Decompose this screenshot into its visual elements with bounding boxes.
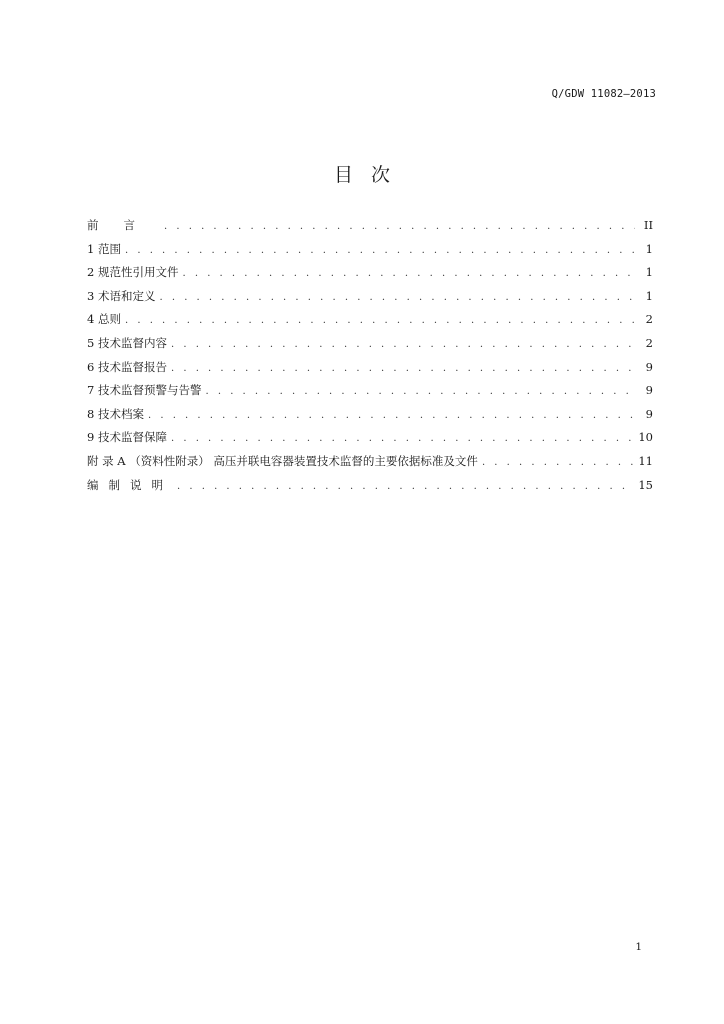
- toc-entry-warning-alarm[interactable]: [87, 382, 653, 406]
- toc-entry-page: 9: [645, 383, 653, 398]
- toc-entry-label: 附 录 A （资料性附录） 高压并联电容器装置技术监督的主要依据标准及文件: [87, 453, 478, 468]
- toc-entry-page: 9: [645, 359, 653, 374]
- toc-entry-label: 4 总则: [87, 312, 121, 327]
- toc-title: 目次: [333, 164, 408, 186]
- toc-entry-supervision-guarantee[interactable]: [87, 429, 653, 453]
- toc-leader-dots: [159, 292, 635, 303]
- toc-entry-label: 9 技术监督保障: [87, 430, 167, 445]
- toc-leader-dots: [171, 339, 635, 350]
- toc-entry-page: II: [643, 218, 653, 232]
- toc-entry-general[interactable]: [87, 311, 653, 335]
- toc-entry-label: 2 规范性引用文件: [87, 265, 179, 280]
- toc-leader-dots: [148, 410, 635, 421]
- document-code: Q/GDW 11082—2013: [551, 88, 656, 100]
- toc-leader-dots: [182, 268, 635, 279]
- toc-leader-dots: [164, 221, 635, 232]
- toc-entry-normative-references[interactable]: [87, 264, 653, 288]
- toc-entry-label: 5 技术监督内容: [87, 335, 167, 350]
- toc-entry-label: 3 术语和定义: [87, 288, 156, 303]
- toc-entry-compilation-notes[interactable]: [87, 477, 653, 501]
- toc-entry-appendix-a[interactable]: [87, 453, 653, 477]
- toc-leader-dots: [125, 245, 635, 256]
- toc-entry-foreword[interactable]: [87, 217, 653, 241]
- toc-entry-page: 2: [645, 312, 653, 327]
- toc-entry-page: 11: [638, 453, 653, 468]
- toc-entry-page: 15: [638, 477, 653, 492]
- toc-leader-dots: [171, 363, 635, 374]
- toc-entry-page: 1: [645, 241, 653, 256]
- toc-leader-dots: [177, 481, 634, 492]
- toc-entry-supervision-report[interactable]: [87, 359, 653, 383]
- toc-entry-page: 9: [645, 406, 653, 421]
- toc-entry-label: 编制说明: [87, 477, 173, 492]
- toc-entry-technical-archive[interactable]: [87, 406, 653, 430]
- table-of-contents: [87, 217, 653, 500]
- page-number: 1: [635, 941, 642, 953]
- toc-leader-dots: [125, 315, 635, 326]
- toc-entry-label: 6 技术监督报告: [87, 359, 167, 374]
- toc-leader-dots: [171, 433, 634, 444]
- toc-leader-dots: [205, 386, 635, 397]
- toc-entry-page: 10: [638, 430, 653, 445]
- toc-entry-label: 1 范围: [87, 241, 121, 256]
- toc-leader-dots: [482, 457, 634, 468]
- toc-entry-page: 1: [645, 288, 653, 303]
- toc-entry-terms[interactable]: [87, 288, 653, 312]
- toc-entry-label: 8 技术档案: [87, 406, 144, 421]
- toc-entry-page: 1: [645, 265, 653, 280]
- toc-entry-page: 2: [645, 335, 653, 350]
- toc-entry-supervision-content[interactable]: [87, 335, 653, 359]
- toc-entry-label: 前言: [87, 218, 160, 232]
- toc-entry-scope[interactable]: [87, 241, 653, 265]
- toc-entry-label: 7 技术监督预警与告警: [87, 383, 202, 398]
